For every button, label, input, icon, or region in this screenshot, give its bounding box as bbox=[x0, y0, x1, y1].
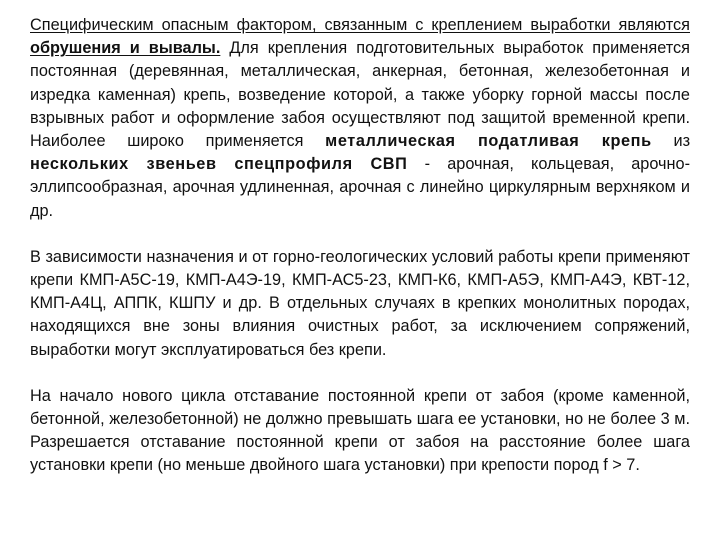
support-profile-emphasis: нескольких звеньев спецпрофиля СВП bbox=[30, 155, 408, 174]
paragraph-support-lag bbox=[30, 385, 690, 478]
paragraph-support-hazards bbox=[30, 14, 690, 223]
hazard-statement: Специфическим опасным фактором, связанным с креплением выработки являются bbox=[30, 16, 690, 34]
unsupported-workings-text: В отдельных случаях в крепких монолитных породах, находящихся вне зоны влияния очистных работ, за исключением сопряжений, выработки могут эксплуатироваться без крепи. bbox=[30, 294, 690, 359]
support-lag-text: На начало нового цикла отставание постоянной крепи от забоя (кроме каменной, бетонной, железобетонной) не должно превышать шага ее установки, но не более 3 м. Разрешается отставание постоянной крепи от забоя на расстояние более шага установки крепи (но меньше двойного шага установки) при крепости пород f > 7. bbox=[30, 386, 690, 475]
paragraph-support-models bbox=[30, 246, 690, 362]
support-usage-emphasis: металлическая податливая крепь bbox=[325, 132, 652, 151]
hazard-statement-emphasis: обрушения и вывалы. bbox=[30, 39, 221, 58]
support-usage-text: Наиболее широко применяется bbox=[30, 132, 304, 151]
support-models-text: В зависимости назначения и от горно-геологических условий работы крепи применяют крепи КМП-А5С-19, КМП-А4Э-19, КМП-АС5-23, КМП-К6, КМП-А5Э, КМП-А4Э, КВТ-12, КМП-А4Ц, АППК, КШПУ и др. bbox=[30, 247, 690, 313]
support-shapes-text: - арочная, кольцевая, арочно-эллипсообразная, арочная удлиненная, арочная с линейно циркулярным верхняком и др. bbox=[30, 155, 691, 220]
support-types-text: Для крепления подготовительных выработок применяется постоянная (деревянная, металлическая, анкерная, бетонная, железобетонная и изредка каменная) крепь, возведение которой, а также уборку горной массы после взрывных работ и оформление забоя осуществляют под защитой временной крепи. bbox=[30, 39, 690, 127]
support-usage-connector: из bbox=[673, 132, 691, 151]
